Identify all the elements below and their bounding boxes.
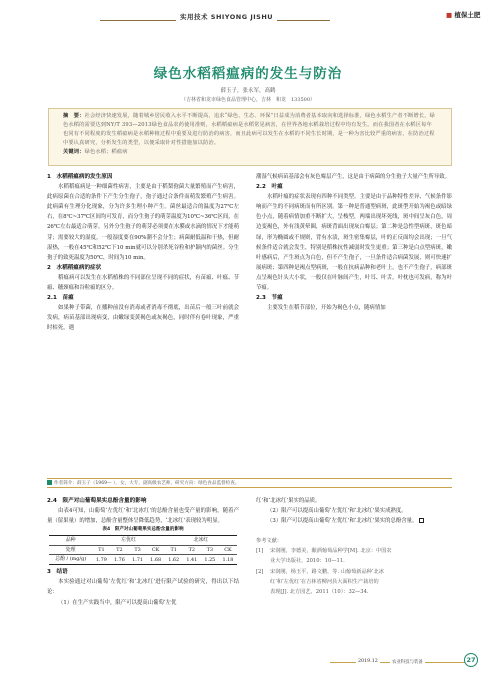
bottom-left-column	[47, 496, 239, 608]
spacer	[256, 526, 452, 536]
table-cell: 1.79	[95, 556, 107, 563]
article-affiliation: （吉林省和龙市绿色食品管理中心，吉林 和龙 133500）	[180, 97, 316, 103]
page-number: 27	[464, 653, 478, 667]
table-cell: 1.76	[114, 556, 125, 563]
abstract-paragraph	[63, 112, 437, 148]
abstract-text: 社会经济快速发展，随着城乡居民收入水平不断提高，追求“绿色、生态、环保”日益成为消费者基本取向和选择标准，绿色水稻生产者不断增长，绿色水稻的需要达到NY/T 393—2013绿色食品农药使用准则，水稻稻瘟病是水稻常见病害，在世界各地水稻栽培过程中均有发生。而在我国者在水稻区每年也同有不同程度的发生稻瘟病是水稻种植过程中重要及进行防治的病害，而且此病可以发生在水稻的不同生长时期，是一种为害比较严重的病害，在防治过程中要认真研究，分析发生的类型，以便采取针对性措施加以防治。	[63, 113, 436, 146]
table-cell: T1	[165, 545, 183, 555]
table-cell: T2	[110, 545, 128, 555]
reference-continuation: 业大学出版社，2010：10—11.	[270, 558, 345, 565]
table-cell: T1	[92, 545, 110, 555]
reference-text: 宋润刚，杨玉平，路文鹏，等. 山葡萄新品种‘北冰	[270, 568, 384, 575]
end-mark-icon	[419, 518, 424, 523]
reference-item	[256, 546, 452, 556]
table-cell: CK	[219, 545, 237, 555]
body-paragraph: 潮湿气候病苗基部会有灰色霉层产生，这是由于病菌的分生孢子大量产生所导致。	[256, 174, 451, 180]
abstract-label: 摘 要：	[63, 113, 85, 119]
reference-continuation: 表现[J]. 北方园艺，2011（10）：32—34.	[270, 588, 369, 595]
body-paragraph: 稻瘟病可以发生在水稻植株的不同部位呈现不同的症状，有苗瘟、叶瘟、节瘟、穗颈瘟和谷粒瘟的区分。	[47, 274, 239, 292]
references-title: 参考文献：	[256, 538, 282, 545]
footer-magazine: 农业科技与装备	[392, 660, 423, 665]
table-cell: 品种	[49, 536, 92, 546]
reference-number: [1]	[256, 548, 264, 555]
reference-text: 宋润刚，李德美，酿酒葡萄品种学[M]. 北京：中国农	[270, 548, 392, 555]
section-heading: 1 水稻稻瘟病的发生原因	[47, 174, 113, 180]
header-tag	[446, 10, 480, 19]
body-paragraph: 由表4可知，山葡萄‘左优红’和‘北冰红’的总酚含量也受产量的影响，随着产量（留果量）的增加，总酚含量整体呈降低趋势，‘北冰红’表现较为明显。	[47, 508, 239, 525]
subsection-heading: 2.4 限产对山葡萄果实总酚含量的影响	[47, 498, 147, 504]
left-column	[47, 172, 239, 334]
article-title: 绿色水稻稻瘟病的发生与防治	[153, 66, 343, 82]
table-cell: 北冰红	[165, 536, 237, 546]
reference-continuation: 红’和‘左优红’在吉林省柳河县大面积生产栽培的	[270, 578, 379, 585]
right-column	[256, 172, 452, 313]
abstract-box	[48, 108, 452, 166]
header-section: 实用技术 SHIYONG JISHU	[176, 12, 277, 21]
keywords-text: 绿色水稻；稻瘟病	[84, 149, 128, 155]
table-cell: 1.25	[204, 556, 216, 563]
body-paragraph: 如果种子带菌，在播种前没有消毒或者消毒不彻底，出苗后一般三叶前就会发病，病苗基部出现病变，由嫩绿变黄褐色或灰褐色，同时伴有卷叶现象，严重时枯死，遇	[47, 305, 239, 332]
body-paragraph: 水稻稻瘟病是一种细菌性病害，主要是由于稻梨孢菌大量繁殖而产生病害，此病原菌在合适的条件下产生分生孢子，孢子通过合条件而萌发繁殖产生病害。此病菌有生理分化现象，分为许多生理小种产生。菌丝最适合的温度为27℃左右，在8℃~37℃区间均可发育，而分生孢子的萌芽温度为10℃~36℃区间，在26℃左右最适合萌芽。另外分生孢子的萌芽必须要在水膜或水滴的情况下才能萌芽；需要较大的湿度，一般湿度要在90%潮不会分生；病菌耐低温和干热，但耐湿热，一般在45℃和52℃下10 min就可以分别杀死谷粒和护颖内的菌丝。分生孢子的致死温度为50℃，时间为10 min。	[47, 184, 239, 261]
square-icon	[47, 480, 52, 485]
author-note-text: 作者简介：薛玉子（1969— ），女，大专，副高级农艺师，研究方向：绿色食品监督检查。	[54, 481, 240, 486]
table-cell: T3	[129, 545, 147, 555]
table-row	[49, 555, 237, 565]
body-paragraph	[256, 516, 452, 526]
reference-number: [2]	[256, 568, 264, 575]
table-row	[49, 536, 237, 546]
table-cell: 1.41	[186, 556, 198, 563]
table-caption: 表4 限产对山葡萄果实总酚含量的影响	[102, 527, 184, 533]
section-heading: 3 结语	[47, 569, 68, 576]
subsection-heading: 2.3 节瘟	[256, 295, 283, 302]
bullet-icon: ■	[446, 11, 453, 19]
keywords-label: 关键词：	[63, 149, 85, 155]
table-cell: 处理	[49, 545, 92, 555]
body-paragraph: （2）限产可以提高山葡萄‘左优红’和‘北冰红’果实成熟度。	[267, 508, 407, 515]
page-header	[0, 6, 496, 30]
table-row	[49, 545, 237, 555]
conclusion-text: （3）限产可以提高山葡萄‘左优红’和‘北冰红’果实的总酚含量。	[267, 518, 418, 525]
header-tag-label: 植保土肥	[454, 11, 481, 19]
article-authors: 薛玉子，张永军，高鹤	[220, 88, 276, 94]
table-cell: 1.62	[168, 556, 180, 563]
body-paragraph: 红’和‘北冰红’果实的品质。	[256, 498, 321, 504]
subsection-heading: 2.1 苗瘟	[47, 295, 74, 302]
body-paragraph: 水稻叶瘟的症状表现有四种不同类型。主要是由于品种特性差异、气候条件影响而产生的不同病斑而有所区别。第一种是普通型病斑，此斑型开始为褐色或暗绿色小点，随着病情加重不断扩大，呈梭型，两端出现坏死线，斑中间呈灰白色，周边变褐色，外有浅黄晕圈，病斑背面出现灰白霉层；第二种是急性型病斑，斑色暗绿，形为椭圆或不规则，背有水渍，斑生密集霉层，叶的正反面均会出现；一旦气候条件适合就会发生，特别是稻株抗性减弱时发生更重；第三种是白点型病斑，嫩叶感病后，产生斑点为白色，但不产生孢子，一旦条件适合病菌发展，则可快速扩展病斑；第四种是褐点型病斑，一般在抗病品种和老叶上，也不产生孢子，病部斑点呈褐色针头大小状，一般仅在叶脉间产生，叶耳、叶舌，叶枕也可发病，称为叶节瘟。	[256, 194, 452, 292]
table-cell: 1.68	[150, 556, 162, 563]
page-footer	[0, 655, 496, 669]
table-cell: 总酚 / (mg/g)	[55, 556, 87, 563]
body-paragraph: 本实验通过对山葡萄‘左优红’和‘北冰红’进行限产试验的研究，得出以下结论：	[47, 579, 239, 596]
body-paragraph: （1）在生产实践当中，限产可以提高山葡萄‘左优	[58, 599, 177, 606]
footer-date: 2019.12	[358, 659, 378, 664]
table-cell: 左优红	[92, 536, 164, 546]
subsection-heading: 2.2 叶瘟	[256, 184, 283, 191]
section-heading: 2 水稻稻瘟病的症状	[47, 264, 102, 271]
table-cell: 1.18	[222, 556, 234, 563]
table-cell: T3	[201, 545, 219, 555]
body-paragraph: 主要发生在稻节部位，开始为褐色小点，随病情加	[267, 305, 386, 312]
keywords-line	[63, 148, 437, 157]
table-cell: 1.71	[132, 556, 143, 563]
data-table	[49, 535, 237, 565]
table-cell: T2	[183, 545, 201, 555]
reference-item	[256, 567, 452, 577]
bottom-right-column	[256, 496, 452, 597]
table-cell: CK	[147, 545, 165, 555]
author-note-bar	[47, 478, 452, 488]
